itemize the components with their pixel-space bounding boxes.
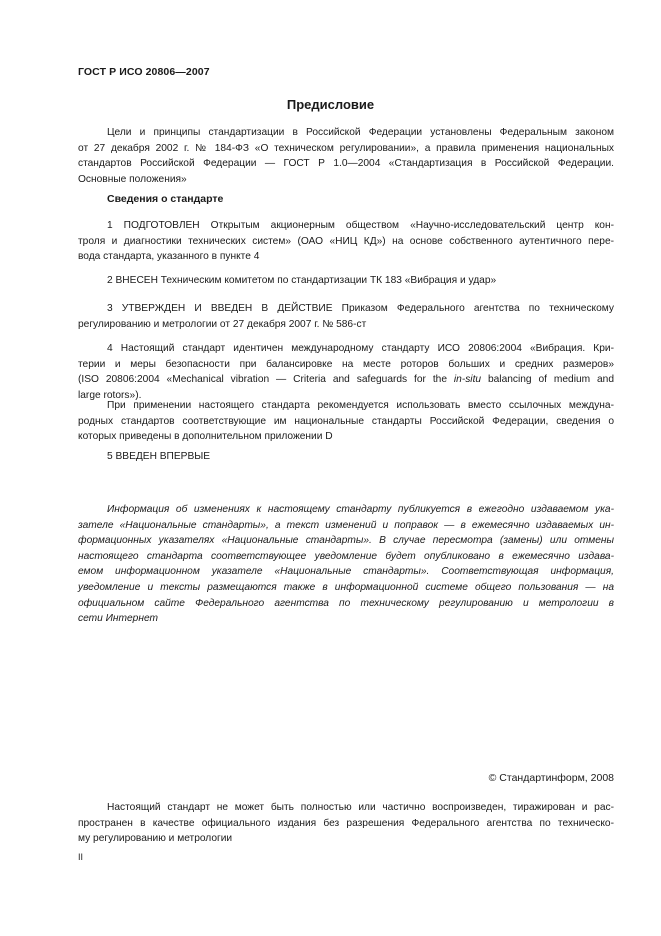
item-4-note-line: которых приведены в дополнительном приложении D <box>78 431 333 443</box>
info-line: Информация об изменениях к настоящему стандарту публикуется в ежегодно издаваемом ука- <box>107 504 614 515</box>
section-subheading: Сведения о стандарте <box>107 193 224 205</box>
item-4-italic-term: in-situ <box>453 374 482 386</box>
footer-line: му регулированию и метрологии <box>78 833 233 845</box>
intro-paragraph <box>78 125 614 187</box>
item-4-note-line: При применении настоящего стандарта рекомендуется использовать вместо ссылочных междуна- <box>107 400 614 411</box>
info-line: емом информационном указателе «Национальные стандарты». Соответствующая информация, <box>78 566 614 578</box>
item-4-text: balancing of medium and <box>481 374 614 386</box>
intro-line: Цели и принципы стандартизации в Российской Федерации установлены Федеральным законом <box>107 127 614 138</box>
item-4-line: 4 Настоящий стандарт идентичен международному стандарту ИСО 20806:2004 «Вибрация. Кри- <box>107 343 614 354</box>
item-5-line: 5 ВВЕДЕН ВПЕРВЫЕ <box>107 451 211 462</box>
info-line: зателе «Национальные стандарты», а текст изменений и поправок — в ежемесячно издаваемых ин- <box>78 519 614 531</box>
intro-line: стандартов Российской Федерации — ГОСТ Р 1.0—2004 «Стандартизация в Российской Федерации. <box>78 158 614 170</box>
item-4-line <box>78 372 614 388</box>
item-2-paragraph <box>78 273 614 289</box>
info-line: уведомление и тексты размещаются также в информационной системе общего пользования — на <box>78 581 614 593</box>
page-number: II <box>78 852 84 862</box>
copyright-notice: © Стандартинформ, 2008 <box>488 772 614 784</box>
item-1-line: 1 ПОДГОТОВЛЕН Открытым акционерным обществом «Научно-исследовательский центр кон- <box>107 220 614 231</box>
info-line: официальном сайте Федерального агентства по техническому регулированию и метрологии в <box>78 597 614 609</box>
info-line: настоящего стандарта соответствующее уведомление будет опубликовано в ежемесячно издава- <box>78 550 614 562</box>
item-4-note-paragraph <box>78 398 614 445</box>
item-3-line: 3 УТВЕРЖДЕН И ВВЕДЕН В ДЕЙСТВИЕ Приказом Федерального агентства по техническому <box>107 303 614 314</box>
item-5-paragraph <box>78 449 614 465</box>
item-2-line: 2 ВНЕСЕН Техническим комитетом по стандартизации ТК 183 «Вибрация и удар» <box>107 275 497 286</box>
item-3-line: регулированию и метрологии от 27 декабря 2007 г. № 586-ст <box>78 318 367 330</box>
footer-line: пространен в качестве официального издания без разрешения Федерального агентства по техническо- <box>78 817 614 829</box>
item-1-paragraph <box>78 218 614 265</box>
intro-line: от 27 декабря 2002 г. № 184-ФЗ «О техническом регулировании», а правила применения национальных <box>78 142 614 154</box>
item-3-paragraph <box>78 301 614 332</box>
item-1-line: вода стандарта, указанного в пункте 4 <box>78 251 260 263</box>
info-line: сети Интернет <box>78 613 158 625</box>
item-1-line: троля и диагностики технических систем» (ОАО «НИЦ КД») на основе собственного аутентичного пере- <box>78 235 614 247</box>
footer-paragraph <box>78 800 614 847</box>
page-title: Предисловие <box>286 97 375 112</box>
info-paragraph <box>78 502 614 627</box>
item-4-text: (ISO 20806:2004 «Mechanical vibration — Criteria and safeguards for the <box>78 374 454 386</box>
document-header: ГОСТ Р ИСО 20806—2007 <box>78 66 210 78</box>
intro-line: Основные положения» <box>78 173 187 185</box>
item-4-line: терии и меры безопасности при балансировке на месте роторов больших и средних размеров» <box>78 358 614 370</box>
item-4-paragraph <box>78 341 614 403</box>
item-4-note-line: родных стандартов соответствующие им национальные стандарты Российской Федерации, сведения о <box>78 415 614 427</box>
footer-line: Настоящий стандарт не может быть полностью или частично воспроизведен, тиражирован и рас- <box>107 802 614 813</box>
info-line: формационных указателях «Национальные стандарты». В случае пересмотра (замены) или отмены <box>78 535 614 547</box>
item-4-line: large rotors»). <box>78 389 142 401</box>
